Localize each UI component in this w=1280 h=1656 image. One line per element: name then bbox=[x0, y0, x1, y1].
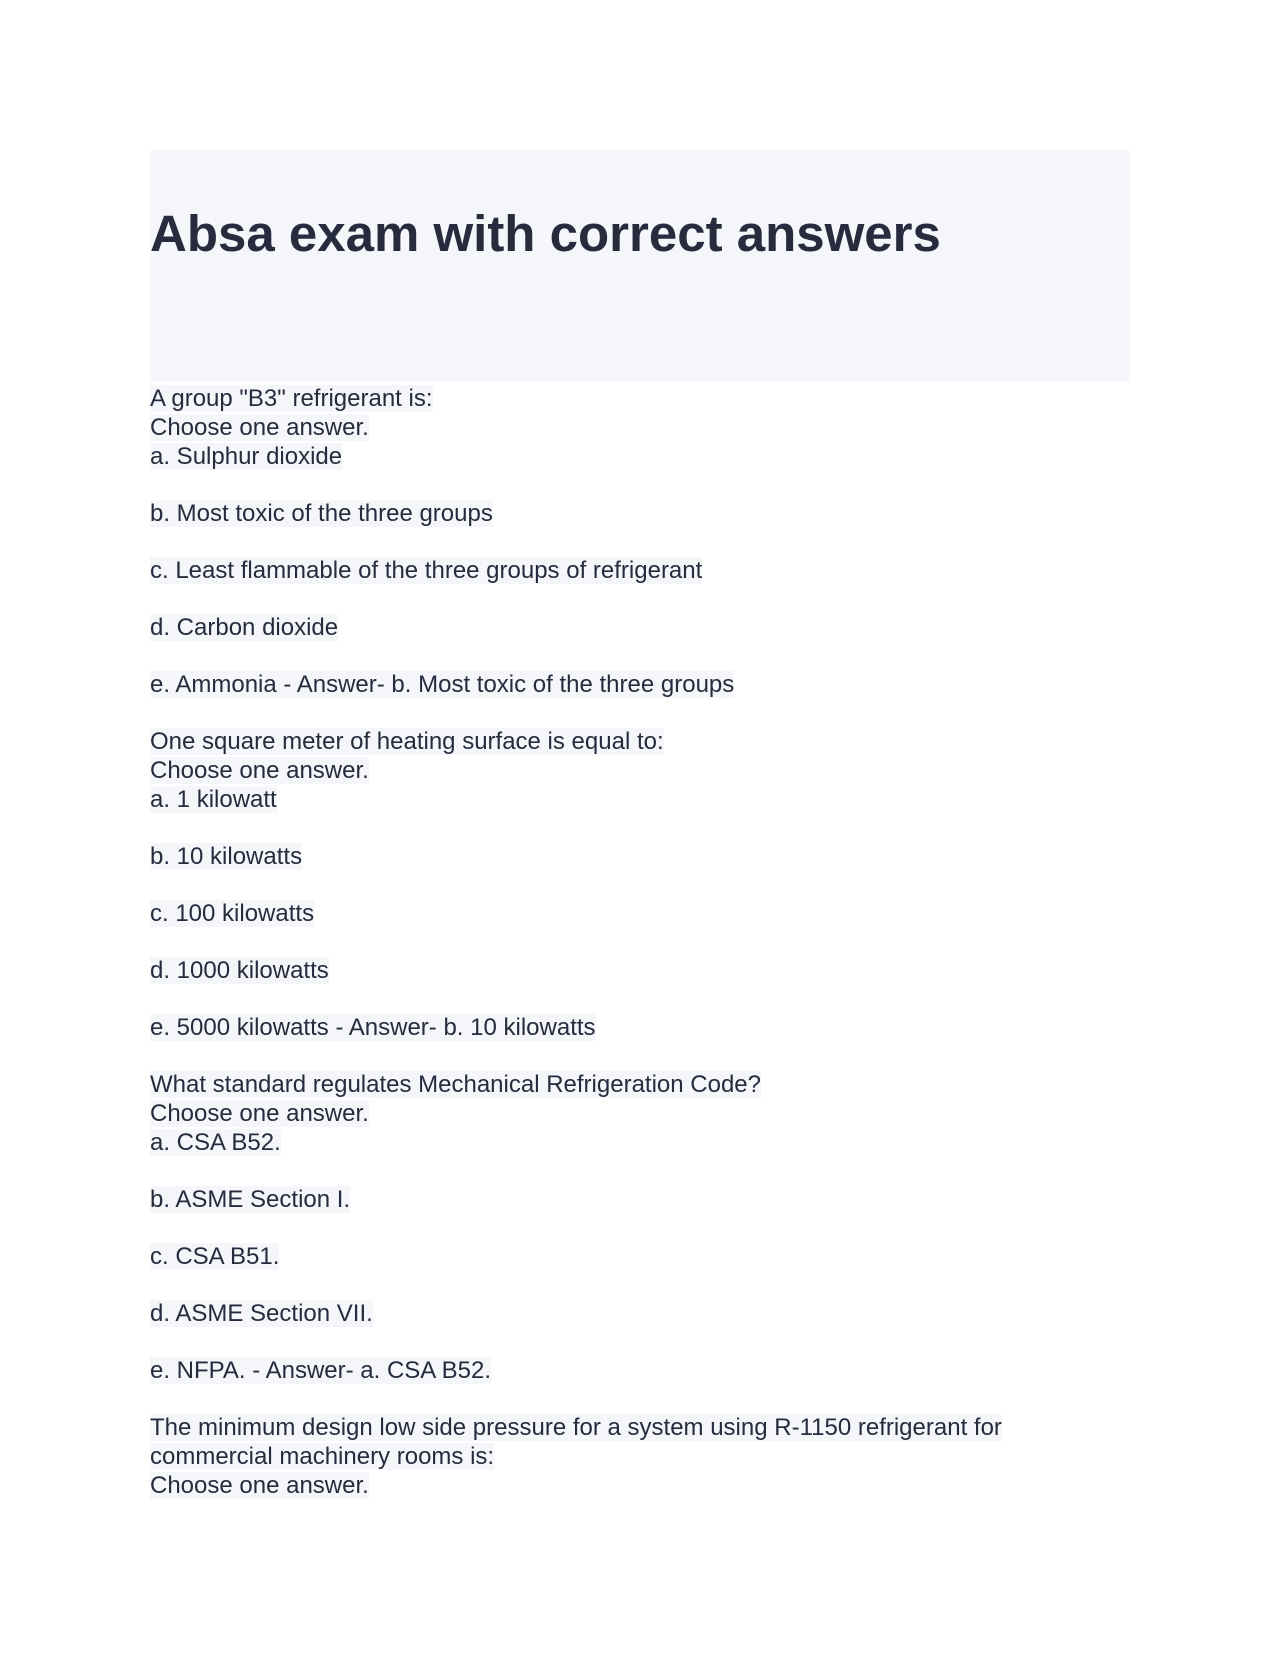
answer-option: c. 100 kilowatts bbox=[150, 900, 315, 927]
question-instruction: Choose one answer. bbox=[150, 414, 369, 441]
question-2 bbox=[150, 727, 1130, 1042]
answer-option: d. Carbon dioxide bbox=[150, 614, 339, 641]
question-3 bbox=[150, 1070, 1130, 1385]
title-block bbox=[150, 150, 1130, 382]
answer-option: b. ASME Section I. bbox=[150, 1186, 351, 1213]
answer-option-with-answer: e. 5000 kilowatts - Answer- b. 10 kilowatts bbox=[150, 1014, 596, 1041]
answer-option: c. CSA B51. bbox=[150, 1243, 280, 1270]
question-instruction: Choose one answer. bbox=[150, 757, 369, 784]
answer-option: b. 10 kilowatts bbox=[150, 843, 303, 870]
question-instruction: Choose one answer. bbox=[150, 1100, 369, 1127]
answer-option: c. Least flammable of the three groups of refrigerant bbox=[150, 557, 703, 584]
answer-option: b. Most toxic of the three groups bbox=[150, 500, 493, 527]
question-prompt: A group "B3" refrigerant is: bbox=[150, 385, 433, 412]
question-prompt: The minimum design low side pressure for a system using R-1150 refrigerant for commercial machinery rooms is: bbox=[150, 1414, 1002, 1470]
answer-option: d. 1000 kilowatts bbox=[150, 957, 329, 984]
answer-option: a. Sulphur dioxide bbox=[150, 443, 343, 470]
question-prompt: One square meter of heating surface is equal to: bbox=[150, 728, 664, 755]
answer-option-with-answer: e. Ammonia - Answer- b. Most toxic of the three groups bbox=[150, 671, 735, 698]
answer-option: d. ASME Section VII. bbox=[150, 1300, 373, 1327]
document-page bbox=[150, 150, 1130, 1500]
question-1 bbox=[150, 384, 1130, 699]
question-4 bbox=[150, 1413, 1130, 1500]
answer-option: a. CSA B52. bbox=[150, 1129, 281, 1156]
document-content bbox=[150, 382, 1130, 1500]
question-prompt: What standard regulates Mechanical Refrigeration Code? bbox=[150, 1071, 762, 1098]
answer-option: a. 1 kilowatt bbox=[150, 786, 277, 813]
document-title: Absa exam with correct answers bbox=[150, 205, 941, 262]
question-instruction: Choose one answer. bbox=[150, 1472, 369, 1499]
answer-option-with-answer: e. NFPA. - Answer- a. CSA B52. bbox=[150, 1357, 492, 1384]
